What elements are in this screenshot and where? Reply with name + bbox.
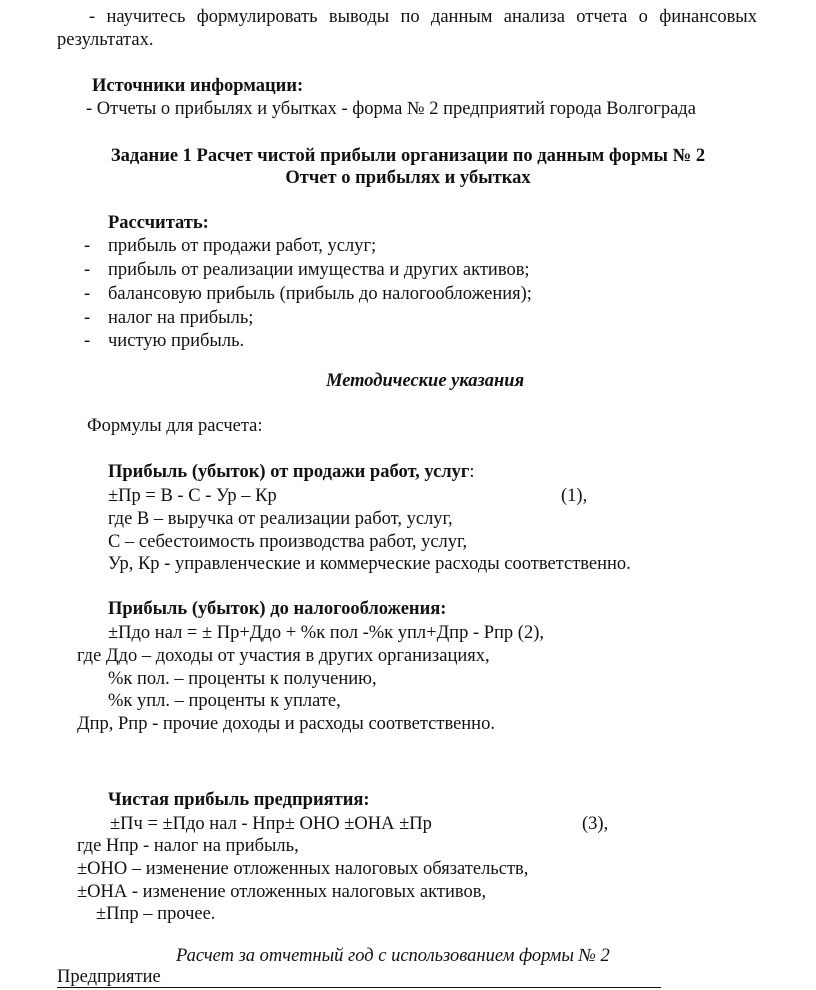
formula1-heading-text: Прибыль (убыток) от продажи работ, услуг — [108, 462, 470, 482]
task-title-line2: Отчет о прибылях и убытках — [285, 168, 531, 188]
bullet-dash: - — [84, 260, 91, 280]
enterprise-label: Предприятие — [57, 967, 161, 987]
formulas-intro: Формулы для расчета: — [87, 416, 263, 436]
sources-heading: Источники информации: — [92, 76, 304, 96]
formula3-where: ±Ппр – прочее. — [96, 904, 216, 924]
list-item-text: балансовую прибыль (прибыль до налогообложения); — [108, 284, 532, 304]
intro-line: - научитесь формулировать выводы по данным анализа отчета о финансовых — [89, 7, 757, 27]
intro-line-continuation: результатах. — [57, 30, 154, 50]
formula1-number: (1), — [561, 486, 588, 506]
list-item-text: прибыль от реализации имущества и других активов; — [108, 260, 530, 280]
formula2-where: %к упл. – проценты к уплате, — [108, 691, 341, 711]
bullet-dash: - — [84, 284, 91, 304]
list-item-text: чистую прибыль. — [108, 331, 245, 351]
formula1-where: Ур, Кр - управленческие и коммерческие расходы соответственно. — [108, 554, 631, 574]
formula2-where: %к пол. – проценты к получению, — [108, 669, 377, 689]
formula3-expression: ±Пч = ±Пдо нал - Нпр± ОНО ±ОНА ±Пр — [110, 814, 432, 834]
formula3-heading: Чистая прибыль предприятия: — [108, 790, 370, 810]
formula1-where: где В – выручка от реализации работ, услуг, — [108, 509, 453, 529]
formula2-where: где Ддо – доходы от участия в других организациях, — [77, 646, 490, 666]
calc-heading: Рассчитать: — [108, 213, 209, 233]
formula3-where: где Нпр - налог на прибыль, — [77, 836, 299, 856]
bullet-dash: - — [84, 331, 91, 351]
calc-title: Расчет за отчетный год с использованием формы № 2 — [176, 946, 610, 966]
enterprise-underline — [57, 987, 661, 988]
formula3-number: (3), — [582, 814, 609, 834]
methods-heading: Методические указания — [326, 371, 525, 391]
formula3-where: ±ОНО – изменение отложенных налоговых обязательств, — [77, 859, 529, 879]
formula1-expression: ±Пр = В - С - Ур – Кр — [108, 486, 277, 506]
bullet-dash: - — [84, 236, 91, 256]
formula2-heading: Прибыль (убыток) до налогообложения: — [108, 599, 447, 619]
formula3-where: ±ОНА - изменение отложенных налоговых активов, — [77, 882, 487, 902]
bullet-dash: - — [84, 308, 91, 328]
formula1-where: С – себестоимость производства работ, услуг, — [108, 532, 468, 552]
sources-item: - Отчеты о прибылях и убытках - форма № 2 предприятий города Волгограда — [86, 99, 696, 119]
formula1-heading — [108, 461, 474, 483]
list-item-text: налог на прибыль; — [108, 308, 254, 328]
formula1-heading-colon: : — [469, 462, 475, 482]
task-title-line1: Задание 1 Расчет чистой прибыли организации по данным формы № 2 — [110, 146, 706, 166]
formula2-where: Дпр, Рпр - прочие доходы и расходы соответственно. — [77, 714, 495, 734]
formula2-expression: ±Пдо нал = ± Пр+Ддо + %к пол -%к упл+Дпр - Рпр (2), — [108, 623, 545, 643]
list-item-text: прибыль от продажи работ, услуг; — [108, 236, 377, 256]
